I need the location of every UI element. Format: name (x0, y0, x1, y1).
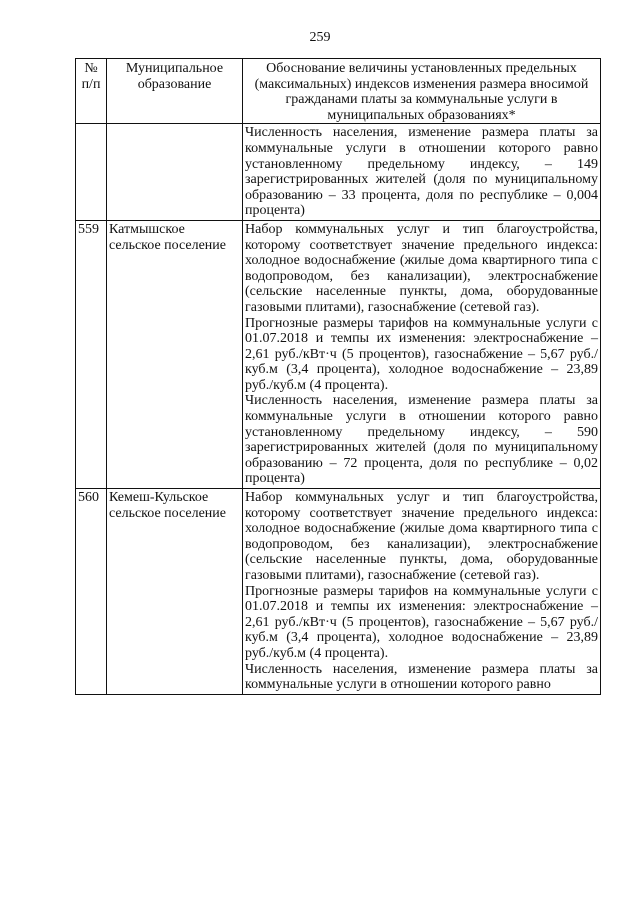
row-municipality: Кемеш-Кульское сельское поселение (107, 489, 243, 695)
header-justification: Обоснование величины установленных предельных (максимальных) индексов изменения размера вносимой гражданами платы за коммунальные услуги в муниципальных образованиях* (243, 59, 601, 124)
paragraph-services: Набор коммунальных услуг и тип благоустройства, которому соответствует значение предельного индекса: холодное водоснабжение (жилые дома квартирного типа с водопроводом, без канализации), электроснабжение (сельские населенные пункты, дома, оборудованные газовыми плитами), газоснабжение (сетевой газ). (245, 490, 598, 583)
page-number: 259 (309, 30, 331, 45)
row-number (76, 124, 107, 221)
table-row (76, 220, 601, 488)
paragraph-population: Численность населения, изменение размера платы за коммунальные услуги в отношении которого равно установленному предельному индексу, – 590 зарегистрированных жителей (доля по муниципальному образованию – 72 процента, доля по республике – 0,02 процента) (245, 393, 598, 487)
row-justification (243, 124, 601, 221)
tariff-index-table (75, 58, 601, 695)
row-municipality: Катмышское сельское поселение (107, 220, 243, 488)
paragraph-population: Численность населения, изменение размера платы за коммунальные услуги в отношении которого равно установленному предельному индексу, – 149 зарегистрированных жителей (доля по муниципальному образованию – 33 процента, доля по республике – 0,004 процента) (245, 125, 598, 219)
paragraph-tariffs: Прогнозные размеры тарифов на коммунальные услуги с 01.07.2018 и темпы их изменения: электроснабжение – 2,61 руб./кВт·ч (5 процентов), газоснабжение – 5,67 руб./куб.м (3,4 процента), холодное водоснабжение – 23,89 руб./куб.м (4 процента). (245, 315, 598, 393)
table-row (76, 124, 601, 221)
paragraph-population: Численность населения, изменение размера платы за коммунальные услуги в отношении которого равно (245, 661, 598, 693)
row-number: 560 (76, 489, 107, 695)
header-number: № п/п (76, 59, 107, 124)
paragraph-tariffs: Прогнозные размеры тарифов на коммунальные услуги с 01.07.2018 и темпы их изменения: электроснабжение – 2,61 руб./кВт·ч (5 процентов), газоснабжение – 5,67 руб./куб.м (3,4 процента), холодное водоснабжение – 23,89 руб./куб.м (4 процента). (245, 583, 598, 661)
paragraph-services: Набор коммунальных услуг и тип благоустройства, которому соответствует значение предельного индекса: холодное водоснабжение (жилые дома квартирного типа с водопроводом, без канализации), электроснабжение (сельские населенные пункты, дома, оборудованные газовыми плитами), газоснабжение (сетевой газ). (245, 221, 598, 315)
header-municipality: Муниципальное образование (107, 59, 243, 124)
table-header-row (76, 59, 601, 124)
row-justification (243, 220, 601, 488)
table-row (76, 489, 601, 695)
row-justification (243, 489, 601, 695)
row-number: 559 (76, 220, 107, 488)
row-municipality (107, 124, 243, 221)
